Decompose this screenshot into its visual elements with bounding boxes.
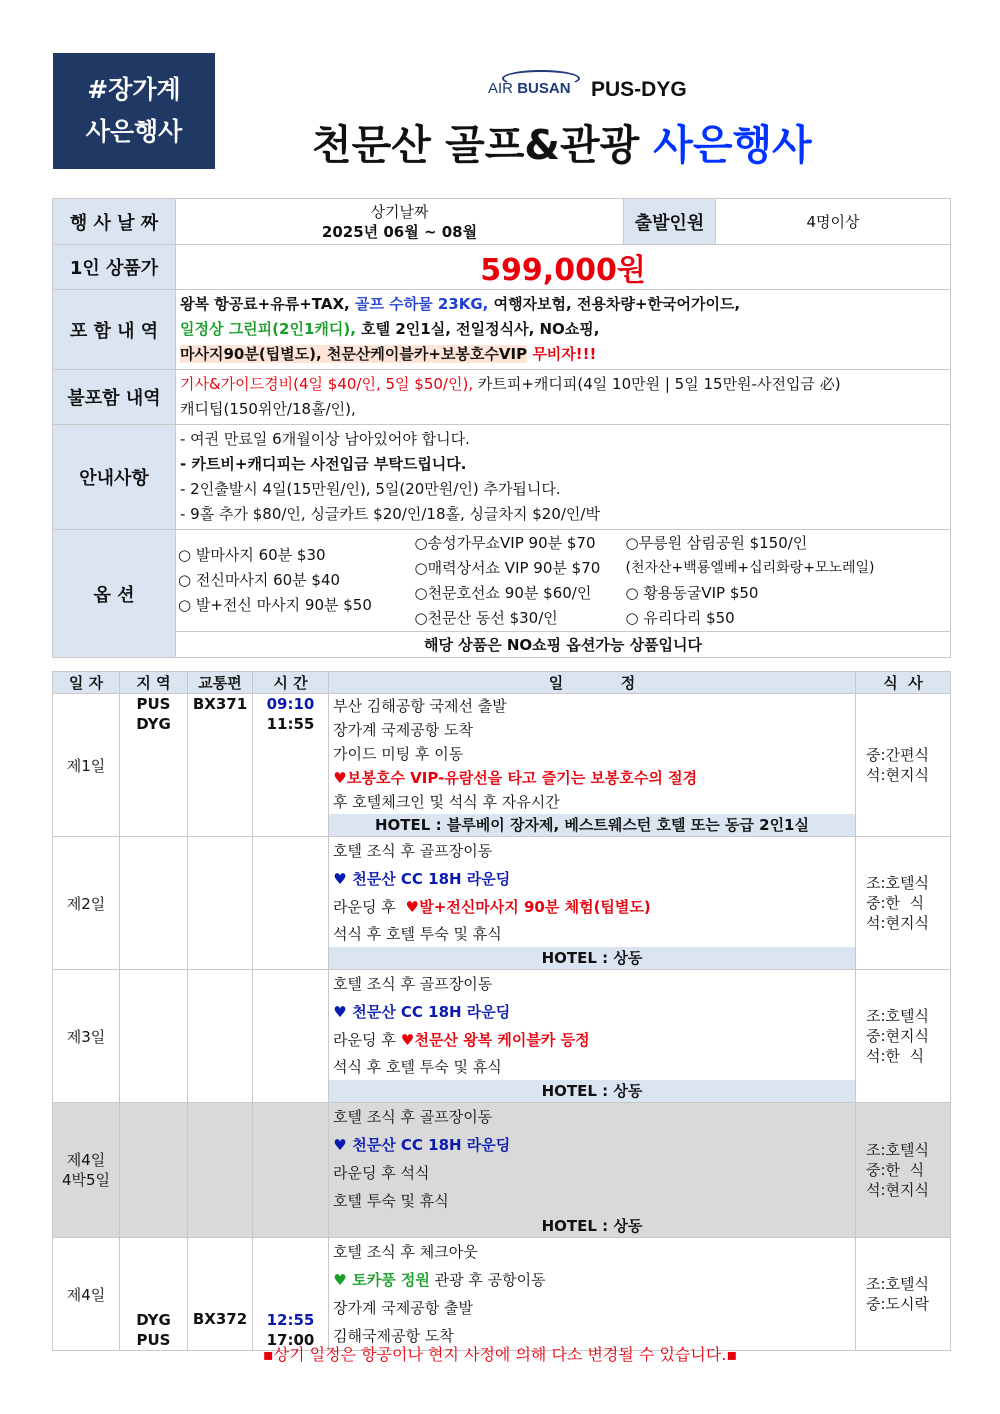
table-row bbox=[53, 1238, 951, 1351]
plan-line: ♥ 토카풍 정원 관광 후 공항이동 bbox=[329, 1266, 855, 1294]
options-label: 옵 션 bbox=[53, 530, 176, 658]
header-meal: 식 사 bbox=[856, 672, 951, 694]
badge-line2: 사은행사 bbox=[85, 117, 183, 146]
date-label: 행 사 날 짜 bbox=[53, 199, 176, 245]
people-label: 출발인원 bbox=[624, 199, 716, 245]
options-col1: ○ 발마사지 60분 $30 ○ 전신마사지 60분 $40 ○ 발+전신 마사지 90분 $50 bbox=[176, 530, 413, 632]
route-code: PUS-DYG bbox=[591, 78, 687, 101]
heart-icon: ♥ bbox=[400, 1031, 415, 1049]
plan-line: 장가계 국제공항 도착 bbox=[333, 721, 473, 739]
title-accent: 사은행사 bbox=[653, 121, 812, 169]
day-cell: 제2일 bbox=[53, 837, 120, 970]
day-cell: 제3일 bbox=[53, 970, 120, 1103]
day-cell: 제1일 bbox=[53, 694, 120, 837]
time-cell: 09:10 11:55 bbox=[253, 694, 329, 837]
heart-icon: ♥ bbox=[333, 1003, 347, 1021]
plan-cell bbox=[329, 694, 856, 837]
meal-cell: 조:호텔식 중:한 식 석:현지식 bbox=[856, 837, 951, 970]
guide-content: - 여권 만료일 6개월이상 남아있어야 합니다. - 카트비+캐디피는 사전입금 부탁드립니다. - 2인출발시 4일(15만원/인), 5일(20만원/인) 추가됩니다. - 9홀 추가 $80/인, 싱글카트 $20/인/18홀, 싱글차지 $20/인/박 bbox=[176, 425, 951, 530]
plan-cell bbox=[329, 837, 856, 970]
plan-line: 호텔 조식 후 체크아웃 bbox=[333, 1243, 478, 1261]
plan-cell bbox=[329, 970, 856, 1103]
price-label: 1인 상품가 bbox=[53, 245, 176, 290]
options-footer: 해당 상품은 NO쇼핑 옵션가능 상품입니다 bbox=[176, 632, 951, 658]
price-value: 599,000원 bbox=[176, 245, 951, 290]
options-col2: ○송성가무쇼VIP 90분 $70 ○매력상서쇼 VIP 90분 $70 ○천문호선쇼 90분 $60/인 ○천문산 동선 $30/인 bbox=[413, 530, 624, 632]
table-row bbox=[53, 1103, 951, 1238]
info-table bbox=[52, 198, 951, 658]
heart-icon: ♥ bbox=[405, 898, 419, 916]
table-row bbox=[53, 694, 951, 837]
include-label: 포 함 내 역 bbox=[53, 290, 176, 370]
hotel-bar: HOTEL : 블루베이 장자제, 베스트웨스턴 호텔 또는 동급 2인1실 bbox=[329, 814, 855, 836]
schedule-note: ▪상기 일정은 항공이나 현지 사정에 의해 다소 변경될 수 있습니다.▪ bbox=[262, 1345, 738, 1364]
region-cell: DYG PUS bbox=[120, 1238, 188, 1351]
plan-cell bbox=[329, 1238, 856, 1351]
header-transport: 교통편 bbox=[188, 672, 253, 694]
include-content: 왕복 항공료+유류+TAX, 골프 수하물 23KG, 여행자보험, 전용차량+한국어가이드, 일정상 그린피(2인1캐디), 호텔 2인1실, 전일정식사, NO쇼핑, 마사지90분(팁별도), 천문산케이블카+보봉호수VIP 무비자!!! bbox=[176, 290, 951, 370]
plan-line: 호텔 투숙 및 휴식 bbox=[333, 1192, 449, 1210]
heart-icon: ♥ bbox=[333, 769, 347, 787]
plan-line: ♥ 천문산 CC 18H 라운딩 bbox=[329, 998, 855, 1026]
logo-text: AIR BUSAN bbox=[488, 80, 571, 97]
meal-cell: 조:호텔식 중:현지식 석:한 식 bbox=[856, 970, 951, 1103]
header-region: 지 역 bbox=[120, 672, 188, 694]
plan-line: ♥보봉호수 VIP-유람선을 타고 즐기는 보봉호수의 절경 bbox=[329, 766, 855, 790]
plan-line: 호텔 조식 후 골프장이동 bbox=[333, 975, 493, 993]
time-cell: 12:55 17:00 bbox=[253, 1238, 329, 1351]
exclude-label: 불포함 내역 bbox=[53, 370, 176, 425]
meal-cell: 조:호텔식 중:도시락 bbox=[856, 1238, 951, 1351]
plan-line: ♥ 천문산 CC 18H 라운딩 bbox=[329, 1131, 855, 1159]
plan-line: 석식 후 호텔 투숙 및 휴식 bbox=[333, 925, 502, 943]
plan-line: 호텔 조식 후 골프장이동 bbox=[333, 1108, 493, 1126]
header-day: 일 자 bbox=[53, 672, 120, 694]
event-badge bbox=[53, 53, 215, 169]
plan-line: 라운딩 후 ♥발+전신마사지 90분 체험(팁별도) bbox=[329, 893, 855, 921]
plan-line: 석식 후 호텔 투숙 및 휴식 bbox=[333, 1058, 502, 1076]
exclude-content: 기사&가이드경비(4일 $40/인, 5일 $50/인), 카트피+캐디피(4일 10만원 | 5일 15만원-사전입금 必) 캐디팁(150위안/18홀/인), bbox=[176, 370, 951, 425]
plan-line: 부산 김해공항 국제선 출발 bbox=[333, 697, 507, 715]
meal-cell: 조:호텔식 중:한 식 석:현지식 bbox=[856, 1103, 951, 1238]
plan-line: 김해국제공항 도착 bbox=[333, 1327, 454, 1345]
people-value: 4명이상 bbox=[716, 199, 951, 245]
page-title bbox=[312, 112, 812, 171]
options-col3: ○무릉원 삼림공원 $150/인 (천자산+백룡엘베+십리화랑+모노레일) ○ 황용동굴VIP $50 ○ 유리다리 $50 bbox=[624, 530, 951, 632]
hotel-bar: HOTEL : 상동 bbox=[329, 1215, 855, 1237]
air-busan-logo bbox=[488, 70, 583, 102]
plan-cell bbox=[329, 1103, 856, 1238]
schedule-table bbox=[52, 671, 951, 1351]
day-cell: 제4일 bbox=[53, 1238, 120, 1351]
header-plan: 일 정 bbox=[329, 672, 856, 694]
meal-cell: 중:간편식 석:현지식 bbox=[856, 694, 951, 837]
table-row bbox=[53, 837, 951, 970]
plan-line: 장가계 국제공항 출발 bbox=[333, 1299, 473, 1317]
heart-icon: ♥ bbox=[333, 870, 347, 888]
guide-label: 안내사항 bbox=[53, 425, 176, 530]
table-row bbox=[53, 970, 951, 1103]
flight-cell: BX372 bbox=[188, 1238, 253, 1351]
hotel-bar: HOTEL : 상동 bbox=[329, 1080, 855, 1102]
heart-icon: ♥ bbox=[333, 1136, 347, 1154]
hotel-bar: HOTEL : 상동 bbox=[329, 947, 855, 969]
plan-line: 호텔 조식 후 골프장이동 bbox=[333, 842, 493, 860]
badge-line1: #장가계 bbox=[87, 75, 181, 104]
flight-cell: BX371 bbox=[188, 694, 253, 837]
header-time: 시 간 bbox=[253, 672, 329, 694]
date-value: 상기날짜 2025년 06월 ~ 08월 bbox=[176, 199, 624, 245]
plan-line: 라운딩 후 석식 bbox=[333, 1164, 430, 1182]
plan-line: 라운딩 후 ♥천문산 왕복 케이블카 등정 bbox=[329, 1026, 855, 1054]
day-cell: 제4일 4박5일 bbox=[53, 1103, 120, 1238]
plan-line: ♥ 천문산 CC 18H 라운딩 bbox=[329, 865, 855, 893]
region-cell: PUS DYG bbox=[120, 694, 188, 837]
title-main: 천문산 골프&관광 bbox=[312, 121, 640, 169]
heart-icon: ♥ bbox=[333, 1271, 347, 1289]
plan-line: 가이드 미팅 후 이동 bbox=[333, 745, 464, 763]
plan-line: 후 호텔체크인 및 석식 후 자유시간 bbox=[333, 793, 560, 811]
